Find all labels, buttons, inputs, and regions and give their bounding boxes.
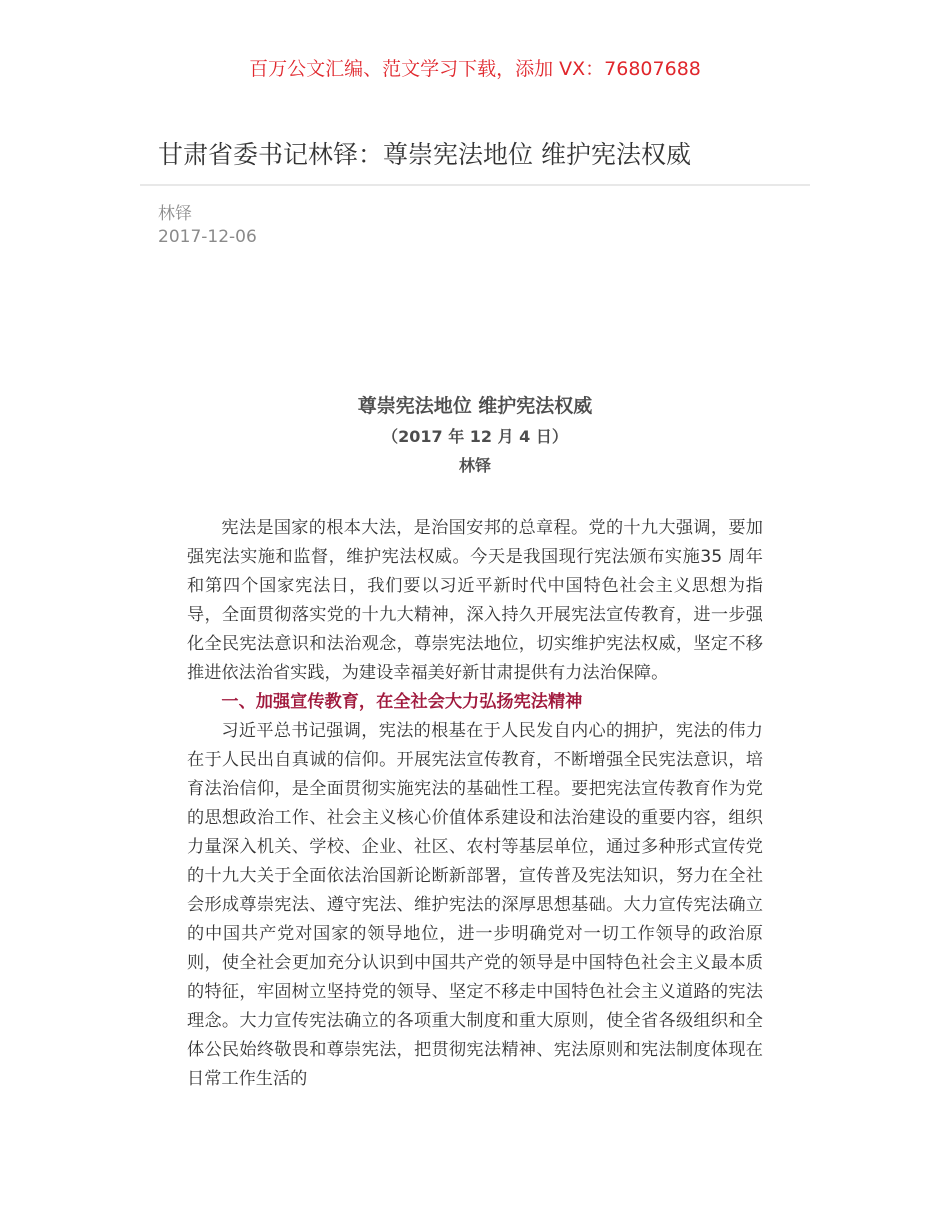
title-divider bbox=[140, 184, 810, 186]
intro-paragraph: 宪法是国家的根本大法，是治国安邦的总章程。党的十九大强调，要加强宪法实施和监督，维护宪法权威。今天是我国现行宪法颁布实施35 周年和第四个国家宪法日，我们要以习近平新时代中国特色社会主义思想为指导，全面贯彻落实党的十九大精神，深入持久开展宪法宣传教育，进一步强化全民宪法意识和法治观念，尊崇宪法地位，切实维护宪法权威，坚定不移推进依法治省实践，为建设幸福美好新甘肃提供有力法治保障。 bbox=[187, 518, 763, 683]
watermark-banner: 百万公文汇编、范文学习下载，添加 VX：76807688 bbox=[249, 58, 701, 80]
page-title: 甘肃省委书记林铎：尊崇宪法地位 维护宪法权威 bbox=[158, 140, 691, 169]
article-body bbox=[187, 514, 763, 1094]
article-title: 尊崇宪法地位 维护宪法权威 bbox=[357, 395, 593, 417]
article-date: （2017 年 12 月 4 日） bbox=[382, 427, 568, 446]
article-meta bbox=[158, 203, 257, 249]
section-1-paragraph: 习近平总书记强调，宪法的根基在于人民发自内心的拥护，宪法的伟力在于人民出自真诚的信仰。开展宪法宣传教育，不断增强全民宪法意识，培育法治信仰，是全面贯彻实施宪法的基础性工程。要把宪法宣传教育作为党的思想政治工作、社会主义核心价值体系建设和法治建设的重要内容，组织力量深入机关、学校、企业、社区、农村等基层单位，通过多种形式宣传党的十九大关于全面依法治国新论断新部署，宣传普及宪法知识，努力在全社会形成尊崇宪法、遵守宪法、维护宪法的深厚思想基础。大力宣传宪法确立的中国共产党对国家的领导地位，进一步明确党对一切工作领导的政治原则，使全社会更加充分认识到中国共产党的领导是中国特色社会主义最本质的特征，牢固树立坚持党的领导、坚定不移走中国特色社会主义道路的宪法理念。大力宣传宪法确立的各项重大制度和重大原则，使全省各级组织和全体公民始终敬畏和尊崇宪法，把贯彻宪法精神、宪法原则和宪法制度体现在日常工作生活的 bbox=[187, 721, 763, 1089]
article-author: 林铎 bbox=[458, 456, 491, 475]
article-content bbox=[187, 392, 763, 1094]
meta-author: 林铎 bbox=[158, 204, 192, 224]
meta-date: 2017-12-06 bbox=[158, 227, 257, 247]
section-heading-1: 一、加强宣传教育，在全社会大力弘扬宪法精神 bbox=[221, 692, 583, 712]
